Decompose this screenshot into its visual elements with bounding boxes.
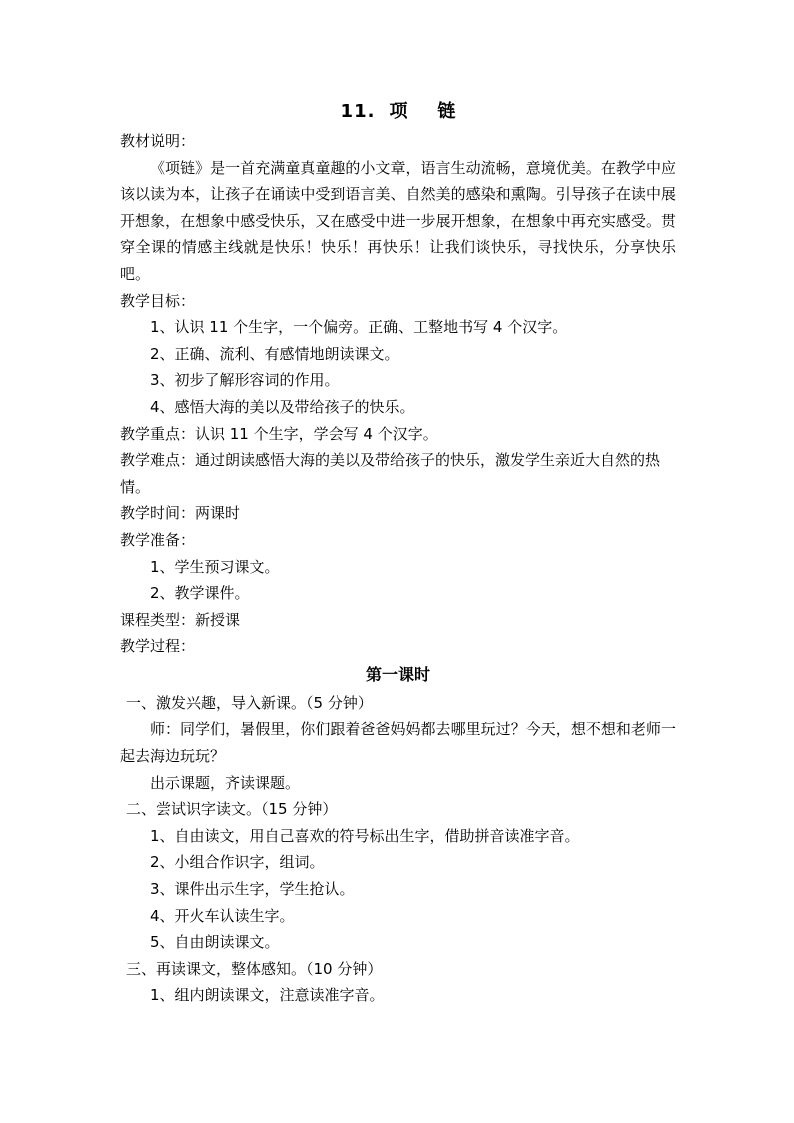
document-title [120,96,676,128]
step1-heading: 一、激发兴趣，导入新课。（5 分钟） [126,693,373,712]
step1-teacher-text: 师：同学们，暑假里，你们跟着爸爸妈妈都去哪里玩过？今天，想不想和老师一起去海边玩玩？ [120,720,676,766]
step3-heading: 三、再读课文，整体感知。（10 分钟） [126,959,383,978]
prep-item: 1、学生预习课文。 [150,557,280,576]
step2-heading: 二、尝试识字读文。（15 分钟） [126,800,338,819]
intro-paragraph: 《项链》是一首充满童真童趣的小文章，语言生动流畅，意境优美。在教学中应该以读为本，让孩子在诵读中受到语言美、自然美的感染和熏陶。引导孩子在读中展开想象，在想象中感受快乐，又在感受中进一步展开想象，在想象中再充实感受。贯穿全课的情感主线就是快乐！快乐！再快乐！让我们谈快乐，寻找快乐，分享快乐吧。 [120,158,676,283]
goal-item: 1、认识 11 个生字，一个偏旁。正确、工整地书写 4 个汉字。 [150,318,568,337]
goal-item: 3、初步了解形容词的作用。 [150,371,340,390]
prep-item: 2、教学课件。 [150,584,250,603]
step2-item: 5、自由朗读课文。 [150,933,280,952]
step2-item: 3、课件出示生字，学生抢认。 [150,880,355,899]
prep-label: 教学准备： [120,530,196,549]
first-lesson-heading: 第一课时 [365,664,430,684]
step2-item: 1、自由读文，用自己喜欢的符号标出生字，借助拼音读准字音。 [150,826,580,845]
goal-item: 2、正确、流利、有感情地朗读课文。 [150,344,400,363]
intro-label: 教材说明： [120,132,196,150]
goal-item: 4、感悟大海的美以及带给孩子的快乐。 [150,397,415,416]
teaching-time: 教学时间：两课时 [120,504,241,523]
step1-action: 出示课题，齐读课题。 [150,773,301,792]
step2-item: 2、小组合作识字，组词。 [150,853,325,872]
difficulty: 教学难点：通过朗读感悟大海的美以及带给孩子的快乐，激发学生亲近大自然的热情。 [120,451,661,496]
key-point: 教学重点：认识 11 个生字，学会写 4 个汉字。 [120,424,438,443]
lesson-type: 课程类型：新授课 [120,610,241,629]
title-text: 项链 [389,101,486,122]
title-number: 11. [340,101,376,122]
step3-item: 1、组内朗读课文，注意读准字音。 [150,986,385,1005]
document-page [120,96,676,1009]
goals-label: 教学目标： [120,291,196,310]
process-label: 教学过程： [120,637,196,656]
step2-item: 4、开火车认读生字。 [150,906,295,925]
